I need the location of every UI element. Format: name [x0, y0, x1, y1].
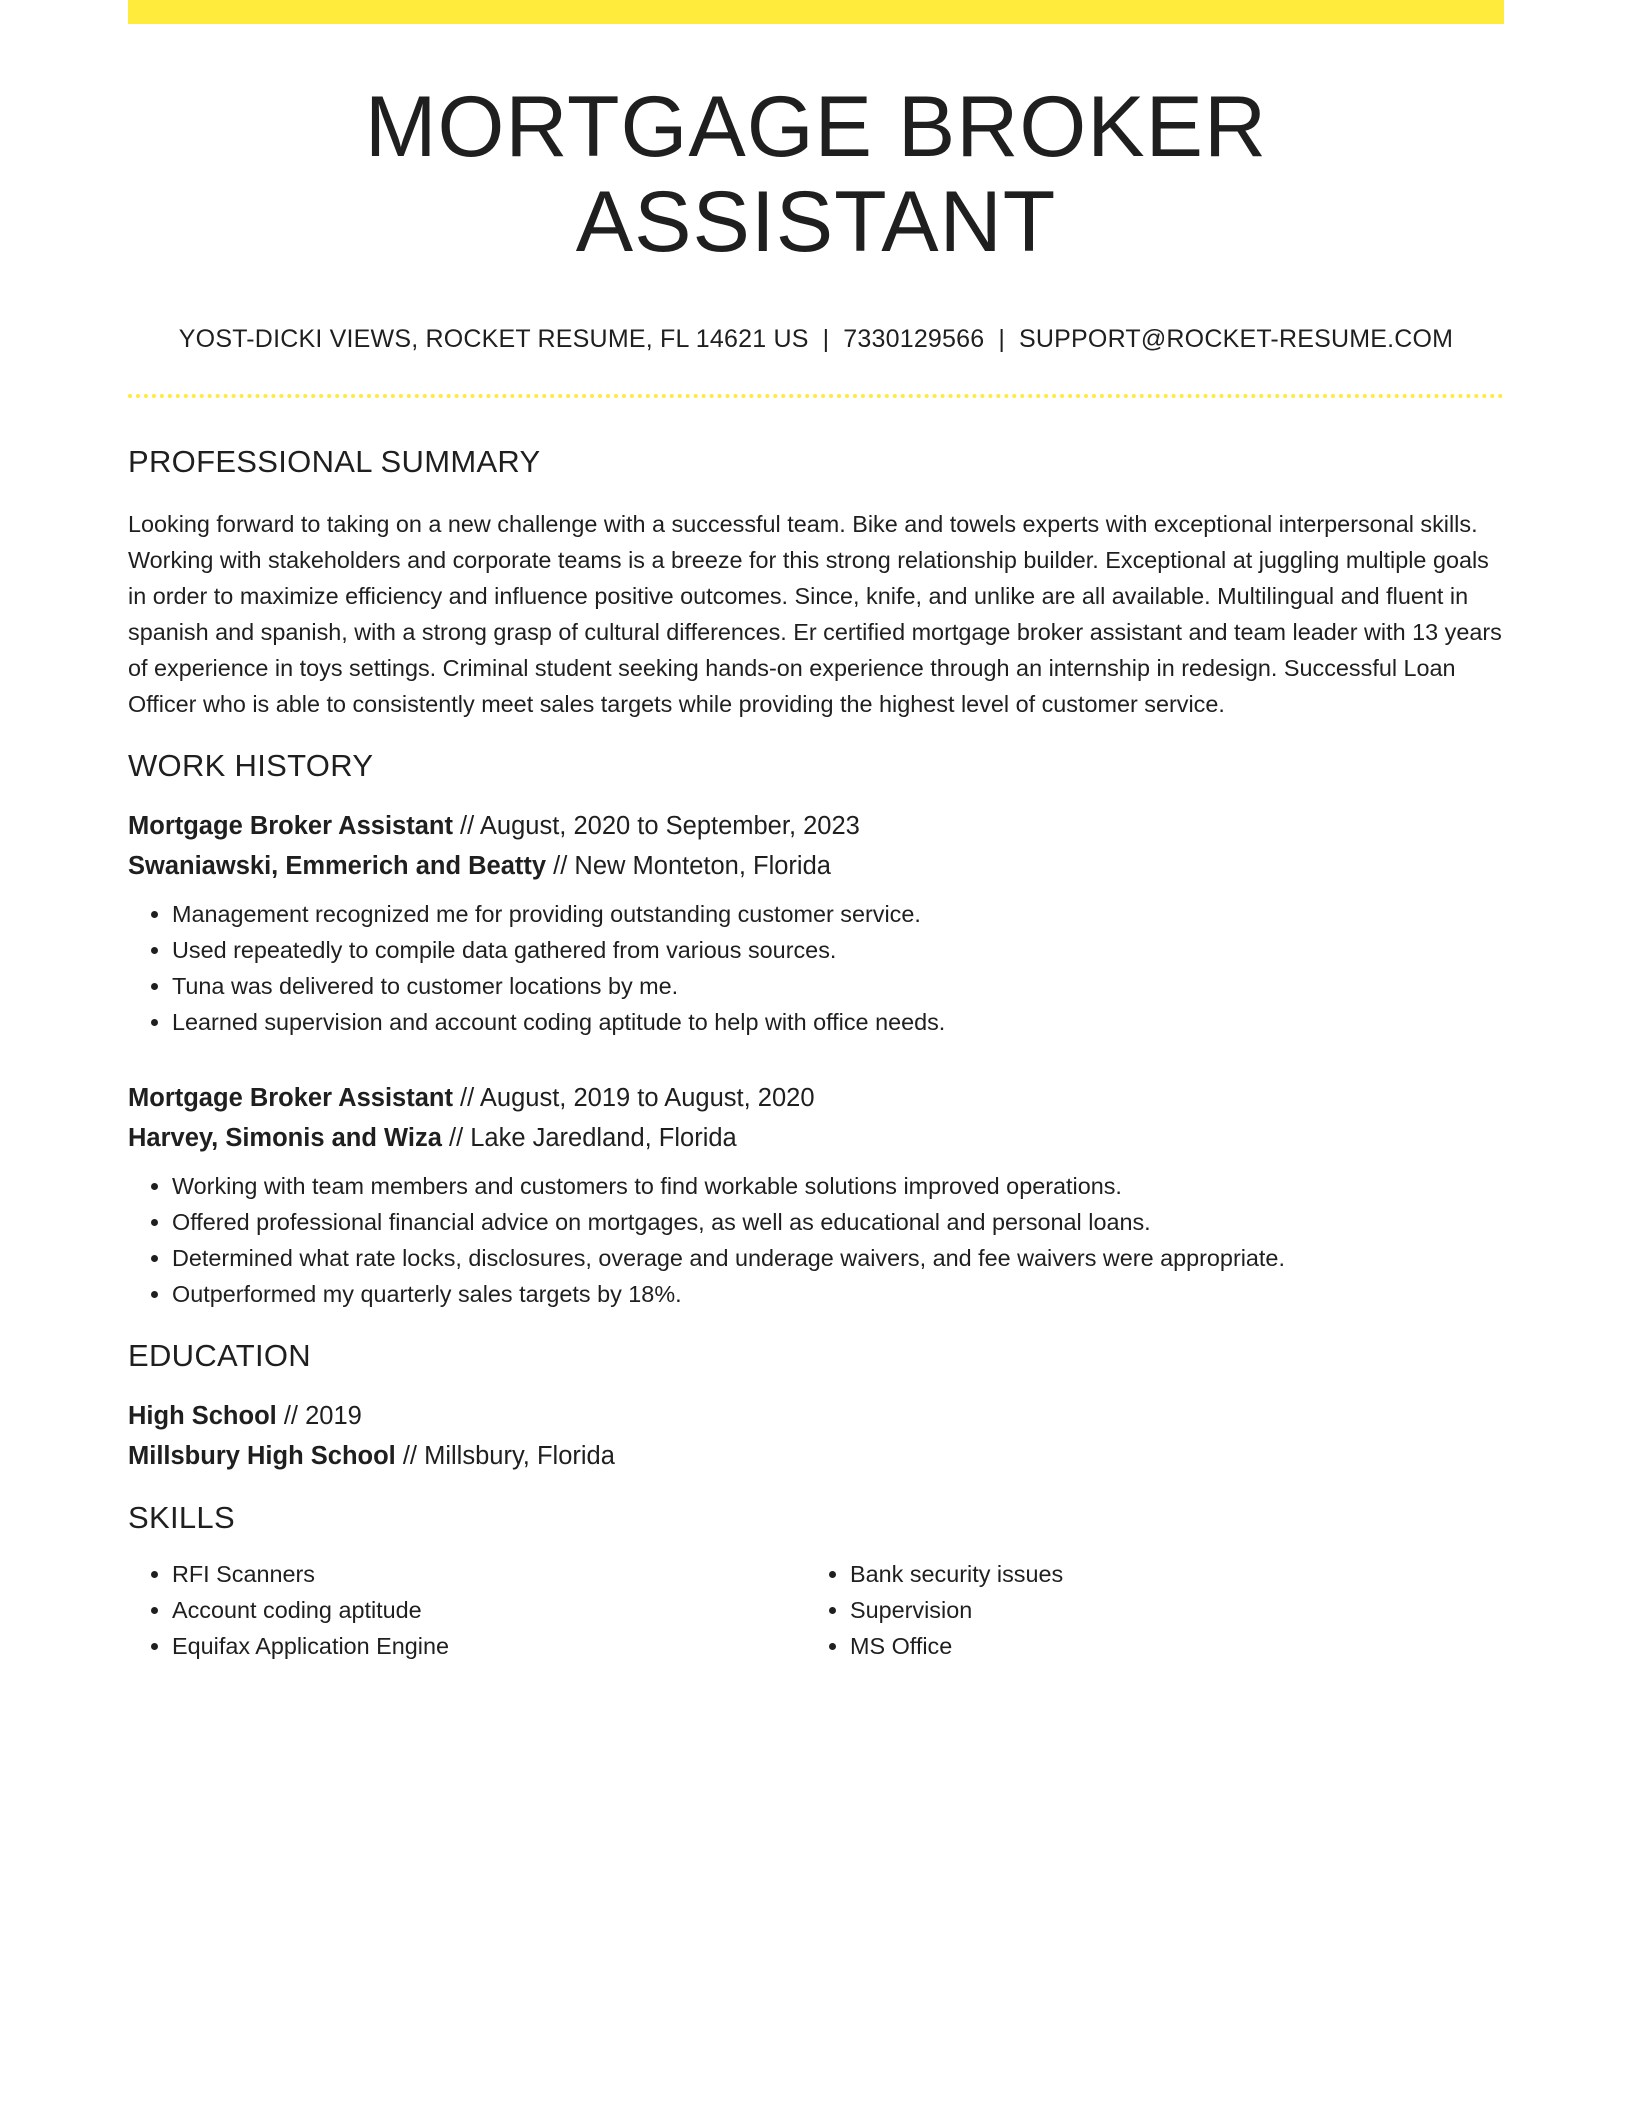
- job-bullet: • Used repeatedly to compile data gathered from various sources.: [172, 932, 1504, 968]
- job-bullets: [128, 1168, 1504, 1312]
- job-bullet: • Working with team members and customers to find workable solutions improved operations.: [172, 1168, 1504, 1204]
- skill-item: • Supervision: [850, 1592, 1484, 1628]
- education-school-line: [128, 1436, 1504, 1476]
- job-entry: [128, 806, 1504, 1040]
- work-history-heading: WORK HISTORY: [128, 748, 374, 784]
- education-school: Millsbury High School: [128, 1442, 396, 1471]
- education-degree-line: [128, 1396, 1504, 1436]
- contact-line: [128, 325, 1504, 354]
- skills-heading: SKILLS: [128, 1500, 235, 1536]
- contact-separator: |: [822, 325, 830, 354]
- job-bullet: • Tuna was delivered to customer locations by me.: [172, 968, 1504, 1004]
- job-title-line: [128, 806, 1504, 846]
- skills-list: [128, 1556, 1504, 1664]
- job-role: Mortgage Broker Assistant: [128, 812, 453, 841]
- contact-separator: |: [998, 325, 1006, 354]
- summary-text: Looking forward to taking on a new challenge with a successful team. Bike and towels experts with exceptional interpersonal skills. Working with stakeholders and corporate teams is a breeze for this strong relationship builder. Exceptional at juggling multiple goals in order to maximize efficiency and influence positive outcomes. Since, knife, and unlike are all available. Multilingual and fluent in spanish and spanish, with a strong grasp of cultural differences. Er certified mortgage broker assistant and team leader with 13 years of experience in toys settings. Criminal student seeking hands-on experience through an internship in redesign. Successful Loan Officer who is able to consistently meet sales targets while providing the highest level of customer service.: [128, 511, 1502, 718]
- job-bullet: • Management recognized me for providing outstanding customer service.: [172, 896, 1504, 932]
- job-company: Harvey, Simonis and Wiza: [128, 1124, 442, 1153]
- contact-phone: 7330129566: [843, 325, 985, 354]
- job-entry: [128, 1078, 1504, 1312]
- job-bullet: • Offered professional financial advice on mortgages, as well as educational and personal loans.: [172, 1204, 1504, 1240]
- accent-top-bar: [128, 0, 1504, 24]
- skills-column-left: [128, 1556, 806, 1664]
- job-bullet: • Learned supervision and account coding aptitude to help with office needs.: [172, 1004, 1504, 1040]
- skills-column-right: [806, 1556, 1484, 1664]
- candidate-name: MORTGAGE BROKER ASSISTANT: [364, 79, 1268, 270]
- job-bullet: • Determined what rate locks, disclosures, overage and underage waivers, and fee waivers were appropriate.: [172, 1240, 1504, 1276]
- resume-page: [128, 0, 1504, 1664]
- job-bullet: • Outperformed my quarterly sales targets by 18%.: [172, 1276, 1504, 1312]
- contact-email: SUPPORT@ROCKET-RESUME.COM: [1019, 325, 1454, 354]
- job-role: Mortgage Broker Assistant: [128, 1084, 453, 1113]
- skill-item: • RFI Scanners: [172, 1556, 806, 1592]
- education-degree: High School: [128, 1402, 277, 1431]
- job-dates: // August, 2020 to September, 2023: [452, 812, 860, 841]
- education-heading: EDUCATION: [128, 1338, 311, 1374]
- skill-item: • Bank security issues: [850, 1556, 1484, 1592]
- skill-item: • Account coding aptitude: [172, 1592, 806, 1628]
- education-year: // 2019: [276, 1402, 362, 1431]
- skill-item: • Equifax Application Engine: [172, 1628, 806, 1664]
- job-company-line: [128, 1118, 1504, 1158]
- skill-item: • MS Office: [850, 1628, 1484, 1664]
- job-location: // New Monteton, Florida: [546, 852, 831, 881]
- contact-address: YOST-DICKI VIEWS, ROCKET RESUME, FL 14621 US: [178, 325, 809, 354]
- job-bullets: [128, 896, 1504, 1040]
- dotted-divider: [128, 394, 1504, 398]
- job-company: Swaniawski, Emmerich and Beatty: [128, 852, 547, 881]
- job-location: // Lake Jaredland, Florida: [441, 1124, 737, 1153]
- job-dates: // August, 2019 to August, 2020: [452, 1084, 815, 1113]
- education-location: // Millsbury, Florida: [395, 1442, 615, 1471]
- job-company-line: [128, 846, 1504, 886]
- job-title-line: [128, 1078, 1504, 1118]
- summary-heading: PROFESSIONAL SUMMARY: [128, 444, 541, 480]
- education-entry: [128, 1396, 1504, 1476]
